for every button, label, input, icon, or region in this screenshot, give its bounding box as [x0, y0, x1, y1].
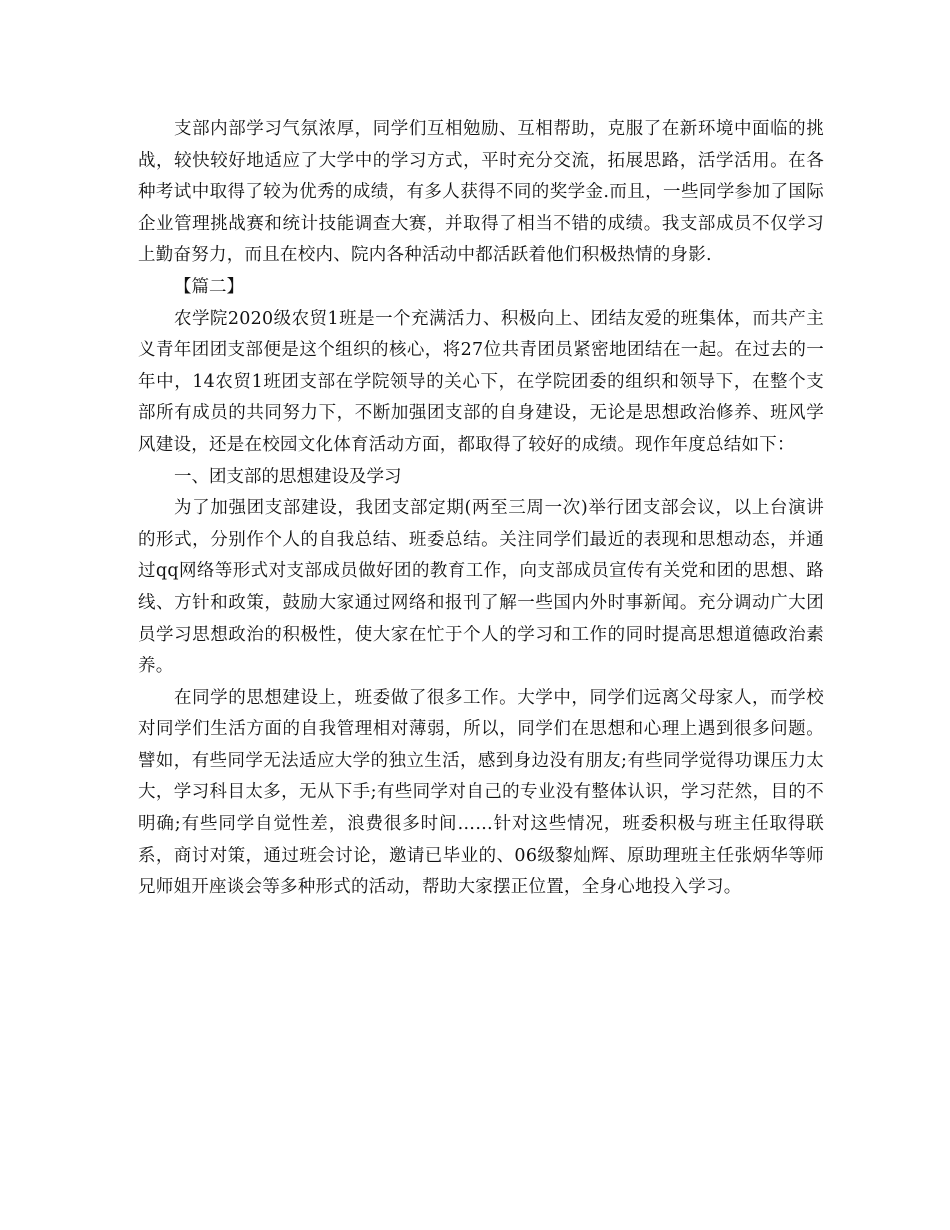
- paragraph-branch-meetings: 为了加强团支部建设，我团支部定期(两至三周一次)举行团支部会议，以上台演讲的形式，分别作个人的自我总结、班委总结。关注同学们最近的表现和思想动态，并通过qq网络等形式对支部成员做好团的教育工作，向支部成员宣传有关党和团的思想、路线、方针和政策，鼓励大家通过网络和报刊了解一些国内外时事新闻。充分调动广大团员学习思想政治的积极性，使大家在忙于个人的学习和工作的同时提高思想道德政治素养。: [138, 498, 824, 677]
- section-heading-part-two: 【篇二】: [174, 276, 244, 297]
- paragraph-ideological-work: 在同学的思想建设上，班委做了很多工作。大学中，同学们远离父母家人，而学校对同学们生活方面的自我管理相对薄弱，所以，同学们在思想和心理上遇到很多问题。譬如，有些同学无法适应大学的独立生活，感到身边没有朋友;有些同学觉得功课压力太大，学习科目太多，无从下手;有些同学对自己的专业没有整体认识，学习茫然，目的不明确;有些同学自觉性差，浪费很多时间……针对这些情况，班委积极与班主任取得联系，商讨对策，通过班会讨论，邀请已毕业的、06级黎灿辉、原助理班主任张炳华等师兄师姐开座谈会等多种形式的活动，帮助大家摆正位置，全身心地投入学习。: [138, 687, 824, 898]
- paragraph-class-introduction: 农学院2020级农贸1班是一个充满活力、积极向上、团结友爱的班集体，而共产主义青年团团支部便是这个组织的核心，将27位共青团员紧密地团结在一起。在过去的一年中，14农贸1班团支部在学院领导的关心下，在学院团委的组织和领导下，在整个支部所有成员的共同努力下，不断加强团支部的自身建设，无论是思想政治修养、班风学风建设，还是在校园文化体育活动方面，都取得了较好的成绩。现作年度总结如下：: [138, 308, 824, 455]
- subsection-heading-ideology: 一、团支部的思想建设及学习: [174, 466, 402, 487]
- document-page: [138, 114, 824, 904]
- paragraph-branch-study-atmosphere: 支部内部学习气氛浓厚，同学们互相勉励、互相帮助，克服了在新环境中面临的挑战，较快较好地适应了大学中的学习方式，平时充分交流，拓展思路，活学活用。在各种考试中取得了较为优秀的成绩，有多人获得不同的奖学金.而且，一些同学参加了国际企业管理挑战赛和统计技能调查大赛，并取得了相当不错的成绩。我支部成员不仅学习上勤奋努力，而且在校内、院内各种活动中都活跃着他们积极热情的身影.: [138, 119, 824, 266]
